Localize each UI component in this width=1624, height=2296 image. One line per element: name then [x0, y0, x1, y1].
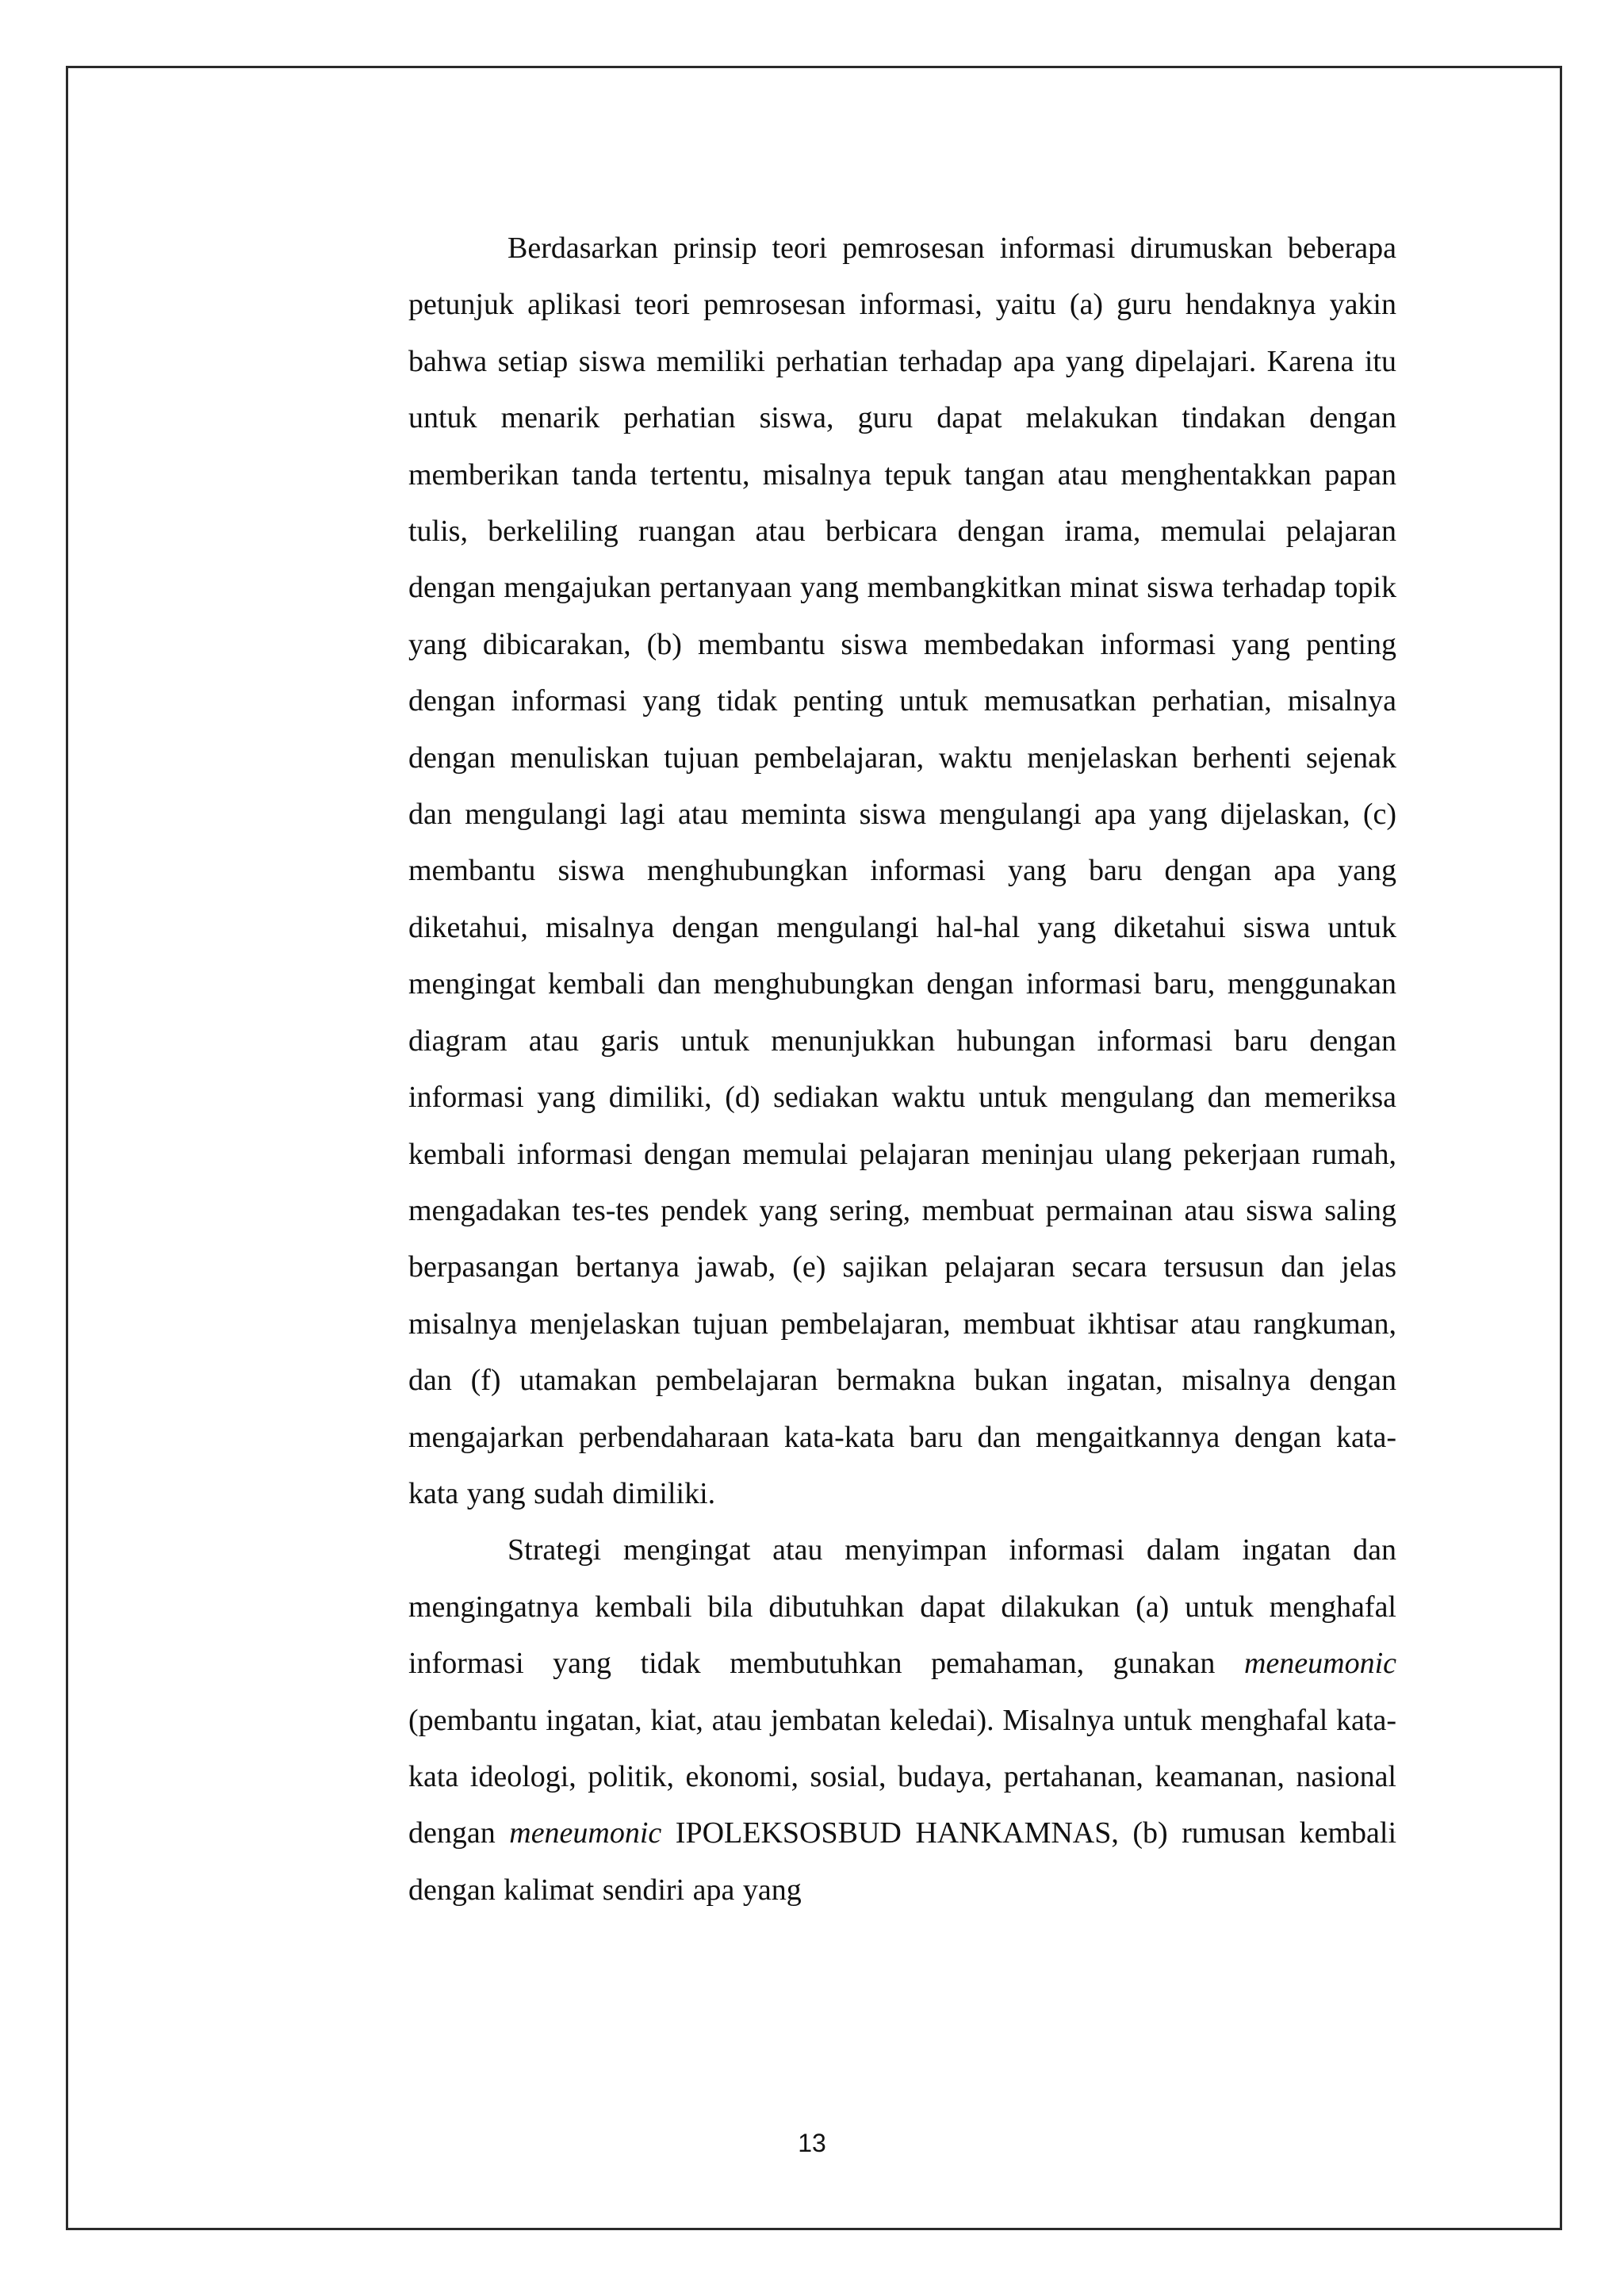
paragraph-1-text: Berdasarkan prinsip teori pemrosesan informasi dirumuskan beberapa petunjuk aplikasi teori pemrosesan informasi, yaitu (a) guru hendaknya yakin bahwa setiap siswa memiliki perhatian terhadap apa yang dipelajari. Karena itu untuk menarik perhatian siswa, guru dapat melakukan tindakan dengan memberikan tanda tertentu, misalnya tepuk tangan atau menghentakkan papan tulis, berkeliling ruangan atau berbicara dengan irama, memulai pelajaran dengan mengajukan pertanyaan yang membangkitkan minat siswa terhadap topik yang dibicarakan, (b) membantu siswa membedakan informasi yang penting dengan informasi yang tidak penting untuk memusatkan perhatian, misalnya dengan menuliskan tujuan pembelajaran, waktu menjelaskan berhenti sejenak dan mengulangi lagi atau meminta siswa mengulangi apa yang dijelaskan, (c) membantu siswa menghubungkan informasi yang baru dengan apa yang diketahui, misalnya dengan mengulangi hal-hal yang diketahui siswa untuk mengingat kembali dan menghubungkan dengan informasi baru, menggunakan diagram atau garis untuk menunjukkan hubungan informasi baru dengan informasi yang dimiliki, (d) sediakan waktu untuk mengulang dan memeriksa kembali informasi dengan memulai pelajaran meninjau ulang pekerjaan rumah, mengadakan tes-tes pendek yang sering, membuat permainan atau siswa saling berpasangan bertanya jawab, (e) sajikan pelajaran secara tersusun dan jelas misalnya menjelaskan tujuan pembelajaran, membuat ikhtisar atau rangkuman, dan (f) utamakan pembelajaran bermakna bukan ingatan, misalnya dengan mengajarkan perbendaharaan kata-kata baru dan mengaitkannya dengan kata-kata yang sudah dimiliki. — [408, 232, 1396, 1510]
page-number: 13 — [798, 2129, 826, 2157]
meneumonic-term: meneumonic — [509, 1816, 662, 1850]
page-body — [408, 220, 1396, 1919]
paragraph-2-text-part-3: IPOLEKSOSBUD HANKAMNAS, (b) rumusan kembali dengan kalimat sendiri apa yang — [408, 1816, 1396, 1907]
paragraph-2 — [408, 1522, 1396, 1919]
paragraph-2-text-part-1: Strategi mengingat atau menyimpan informasi dalam ingatan dan mengingatnya kembali bila dibutuhkan dapat dilakukan (a) untuk menghafal informasi yang tidak membutuhkan pemahaman, gunakan — [408, 1533, 1396, 1681]
meneumonic-term: meneumonic — [1243, 1647, 1396, 1681]
paragraph-1 — [408, 220, 1396, 1522]
paragraph-2-text-part-2: (pembantu ingatan, kiat, atau jembatan keledai). Misalnya untuk menghafal kata-kata ideologi, politik, ekonomi, sosial, budaya, pertahanan, keamanan, nasional dengan — [408, 1703, 1396, 1850]
